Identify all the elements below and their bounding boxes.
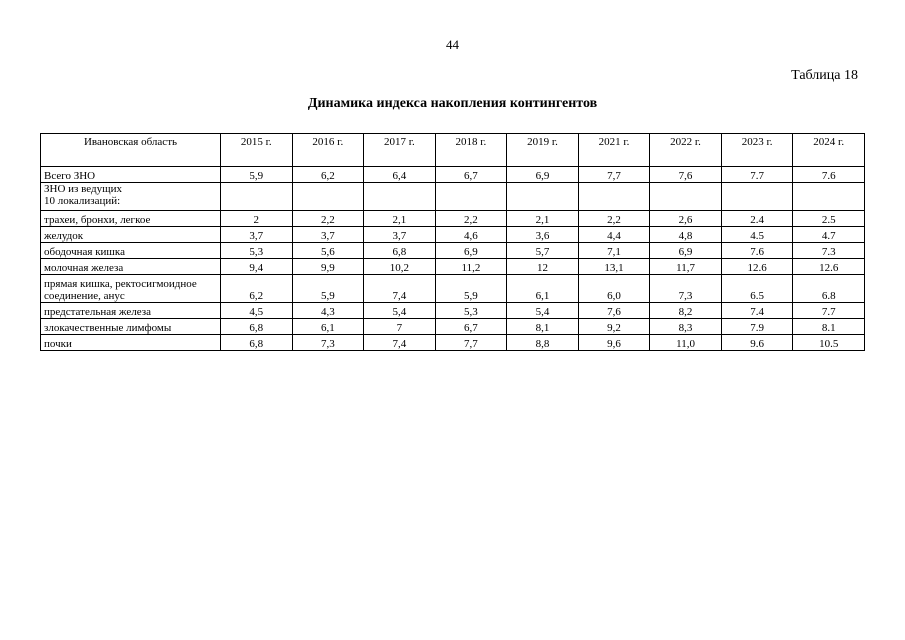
cell-value: 2.4 — [721, 211, 793, 227]
cell-value: 7.3 — [793, 243, 865, 259]
cell-value: 6,2 — [221, 275, 293, 303]
cell-value: 12.6 — [793, 259, 865, 275]
data-table — [40, 133, 865, 351]
cell-value: 5,9 — [292, 275, 364, 303]
header-year: 2015 г. — [221, 134, 293, 167]
cell-value: 12 — [507, 259, 579, 275]
cell-value: 5,3 — [435, 303, 507, 319]
header-year: 2022 г. — [650, 134, 722, 167]
cell-value: 8,2 — [650, 303, 722, 319]
cell-value: 7,7 — [435, 335, 507, 351]
row-label: предстательная железа — [41, 303, 221, 319]
row-label: злокачественные лимфомы — [41, 319, 221, 335]
cell-value: 6.5 — [721, 275, 793, 303]
row-label: ЗНО из ведущих 10 локализаций: — [41, 183, 221, 211]
cell-value: 4.7 — [793, 227, 865, 243]
table-title: Динамика индекса накопления контингентов — [307, 96, 598, 111]
header-year: 2023 г. — [721, 134, 793, 167]
cell-value — [435, 183, 507, 211]
table-row — [41, 227, 865, 243]
cell-value: 7 — [364, 319, 436, 335]
cell-value: 2.5 — [793, 211, 865, 227]
cell-value: 6,7 — [435, 319, 507, 335]
row-label: желудок — [41, 227, 221, 243]
row-label: Всего ЗНО — [41, 167, 221, 183]
cell-value: 4,8 — [650, 227, 722, 243]
header-row — [41, 134, 865, 167]
row-label: прямая кишка, ректосигмоидное соединение, анус — [41, 275, 221, 303]
cell-value: 3,7 — [292, 227, 364, 243]
page-number: 44 — [446, 37, 459, 52]
cell-value: 6,8 — [221, 335, 293, 351]
header-year: 2017 г. — [364, 134, 436, 167]
table-row — [41, 275, 865, 303]
cell-value: 8,8 — [507, 335, 579, 351]
row-label: трахеи, бронхи, легкое — [41, 211, 221, 227]
cell-value: 7.6 — [793, 167, 865, 183]
cell-value: 7.4 — [721, 303, 793, 319]
cell-value: 6,2 — [292, 167, 364, 183]
table-row — [41, 335, 865, 351]
cell-value: 4,5 — [221, 303, 293, 319]
cell-value: 7.7 — [793, 303, 865, 319]
cell-value — [721, 183, 793, 211]
cell-value: 2,2 — [292, 211, 364, 227]
cell-value: 2,2 — [435, 211, 507, 227]
cell-value — [793, 183, 865, 211]
table-label: Таблица 18 — [791, 68, 858, 83]
cell-value: 6,9 — [650, 243, 722, 259]
cell-value: 4,6 — [435, 227, 507, 243]
cell-value: 6,4 — [364, 167, 436, 183]
cell-value: 6,1 — [292, 319, 364, 335]
cell-value: 6,9 — [507, 167, 579, 183]
cell-value: 5,6 — [292, 243, 364, 259]
cell-value: 2,6 — [650, 211, 722, 227]
cell-value: 4,4 — [578, 227, 650, 243]
cell-value — [292, 183, 364, 211]
cell-value: 8.1 — [793, 319, 865, 335]
header-year: 2018 г. — [435, 134, 507, 167]
cell-value: 3,6 — [507, 227, 579, 243]
table-row — [41, 259, 865, 275]
cell-value: 7,3 — [650, 275, 722, 303]
cell-value: 10.5 — [793, 335, 865, 351]
cell-value: 5,3 — [221, 243, 293, 259]
cell-value: 13,1 — [578, 259, 650, 275]
cell-value: 6,0 — [578, 275, 650, 303]
cell-value: 3,7 — [221, 227, 293, 243]
cell-value: 10,2 — [364, 259, 436, 275]
table-body — [41, 167, 865, 351]
cell-value: 2,2 — [578, 211, 650, 227]
header-year: 2019 г. — [507, 134, 579, 167]
cell-value: 5,7 — [507, 243, 579, 259]
cell-value — [650, 183, 722, 211]
cell-value: 7,6 — [650, 167, 722, 183]
cell-value: 4,3 — [292, 303, 364, 319]
cell-value: 6,8 — [221, 319, 293, 335]
cell-value — [578, 183, 650, 211]
table-row — [41, 319, 865, 335]
header-year: 2016 г. — [292, 134, 364, 167]
header-region: Ивановская область — [41, 134, 221, 167]
cell-value: 8,1 — [507, 319, 579, 335]
cell-value: 2,1 — [507, 211, 579, 227]
header-year: 2024 г. — [793, 134, 865, 167]
cell-value: 7.6 — [721, 243, 793, 259]
cell-value: 9,2 — [578, 319, 650, 335]
table-row — [41, 303, 865, 319]
cell-value: 8,3 — [650, 319, 722, 335]
cell-value: 9,9 — [292, 259, 364, 275]
cell-value: 7.7 — [721, 167, 793, 183]
cell-value: 11,2 — [435, 259, 507, 275]
row-label: почки — [41, 335, 221, 351]
cell-value: 4.5 — [721, 227, 793, 243]
cell-value: 6.8 — [793, 275, 865, 303]
cell-value: 7.9 — [721, 319, 793, 335]
cell-value: 6,9 — [435, 243, 507, 259]
cell-value: 2,1 — [364, 211, 436, 227]
cell-value: 5,9 — [435, 275, 507, 303]
cell-value: 6,7 — [435, 167, 507, 183]
row-label: молочная железа — [41, 259, 221, 275]
cell-value: 2 — [221, 211, 293, 227]
cell-value: 6,1 — [507, 275, 579, 303]
cell-value: 12.6 — [721, 259, 793, 275]
cell-value: 3,7 — [364, 227, 436, 243]
table-row — [41, 183, 865, 211]
cell-value: 7,3 — [292, 335, 364, 351]
cell-value: 7,6 — [578, 303, 650, 319]
cell-value — [364, 183, 436, 211]
cell-value: 11,0 — [650, 335, 722, 351]
cell-value: 9,4 — [221, 259, 293, 275]
header-year: 2021 г. — [578, 134, 650, 167]
cell-value — [221, 183, 293, 211]
table-row — [41, 243, 865, 259]
cell-value: 9,6 — [578, 335, 650, 351]
cell-value: 5,4 — [507, 303, 579, 319]
cell-value: 9.6 — [721, 335, 793, 351]
cell-value: 11,7 — [650, 259, 722, 275]
table-row — [41, 167, 865, 183]
cell-value — [507, 183, 579, 211]
table-row — [41, 211, 865, 227]
row-label: ободочная кишка — [41, 243, 221, 259]
cell-value: 6,8 — [364, 243, 436, 259]
cell-value: 7,1 — [578, 243, 650, 259]
cell-value: 7,4 — [364, 275, 436, 303]
cell-value: 7,4 — [364, 335, 436, 351]
cell-value: 7,7 — [578, 167, 650, 183]
cell-value: 5,9 — [221, 167, 293, 183]
cell-value: 5,4 — [364, 303, 436, 319]
